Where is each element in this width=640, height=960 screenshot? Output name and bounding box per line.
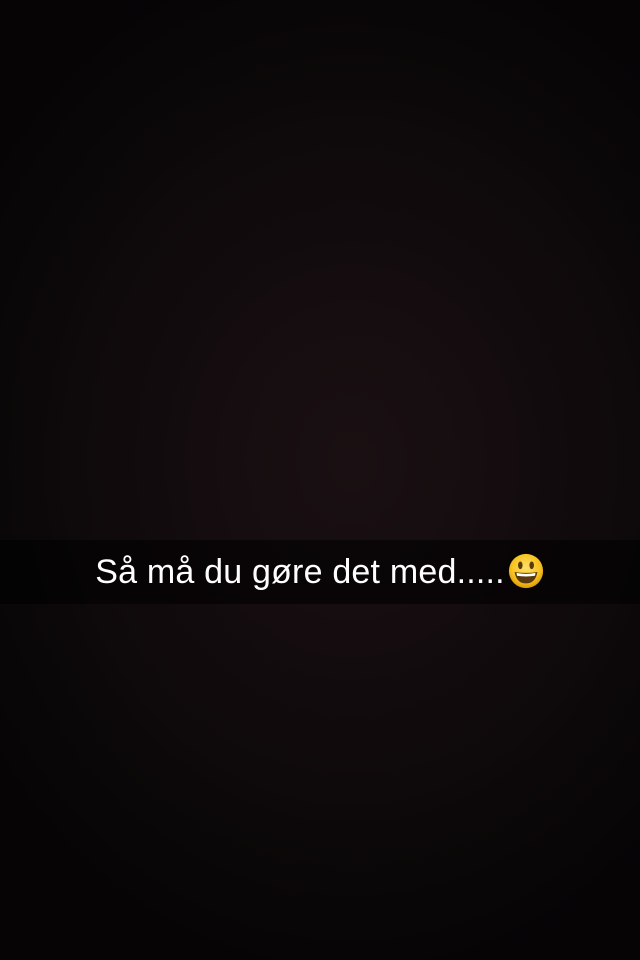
caption-text: Så må du gøre det med..... — [95, 552, 505, 591]
smiley-face-icon — [507, 552, 545, 590]
caption-bar[interactable] — [0, 540, 640, 604]
caption-text-row — [95, 553, 545, 592]
